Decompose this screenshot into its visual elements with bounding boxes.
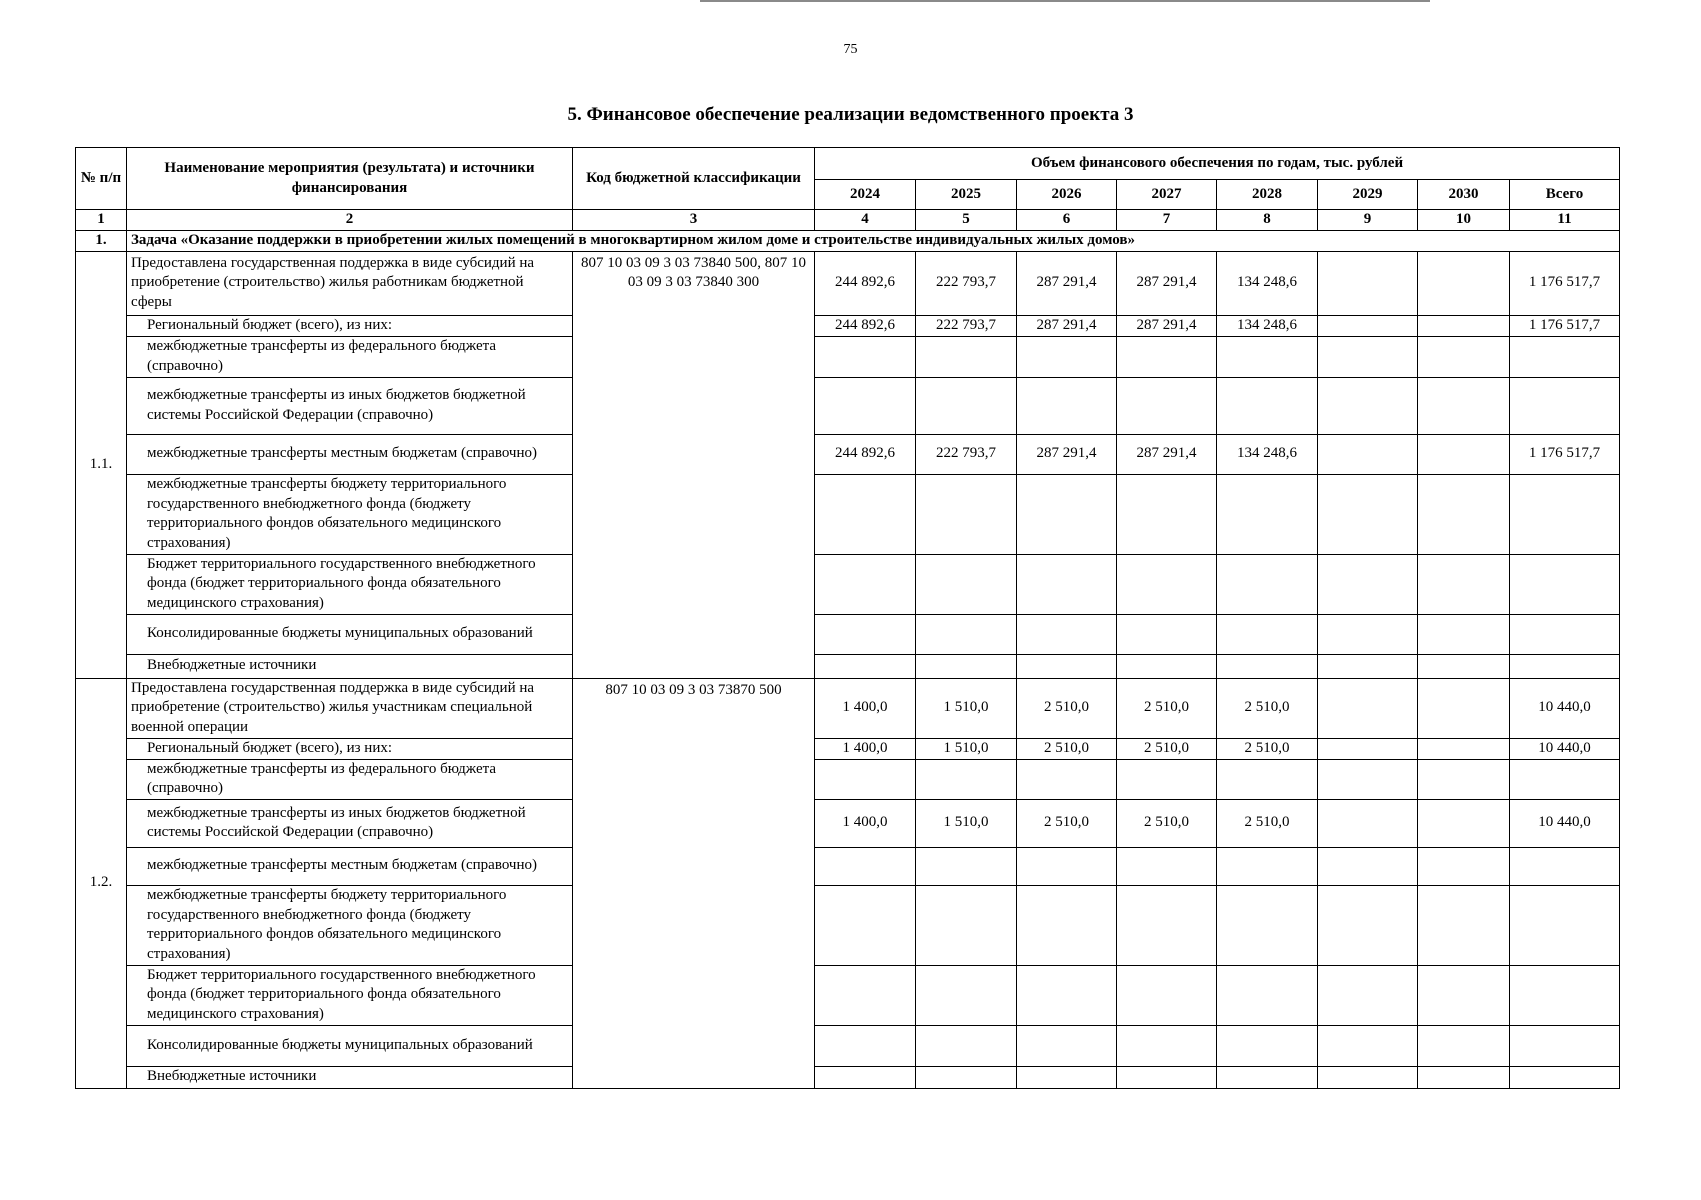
value-total — [1510, 336, 1620, 377]
source-name: межбюджетные трансферты местным бюджетам (справочно) — [127, 434, 573, 474]
header-year: 2027 — [1117, 180, 1217, 210]
value-cell — [1418, 885, 1510, 965]
value-cell — [1318, 614, 1418, 654]
value-cell — [815, 336, 916, 377]
value-cell — [1318, 885, 1418, 965]
source-name: межбюджетные трансферты из федерального бюджета (справочно) — [127, 336, 573, 377]
value-cell — [1217, 965, 1318, 1025]
column-number: 6 — [1017, 210, 1117, 231]
value-cell — [815, 614, 916, 654]
value-cell: 2 510,0 — [1117, 738, 1217, 759]
value-cell — [1017, 554, 1117, 614]
value-total — [1510, 554, 1620, 614]
header-year: 2026 — [1017, 180, 1117, 210]
value-cell — [1217, 1025, 1318, 1066]
column-number: 7 — [1117, 210, 1217, 231]
value-cell: 1 400,0 — [815, 738, 916, 759]
value-cell — [1318, 1025, 1418, 1066]
value-cell — [916, 1025, 1017, 1066]
value-cell — [1318, 251, 1418, 315]
header-name: Наименование мероприятия (результата) и источники финансирования — [127, 148, 573, 210]
value-cell: 134 248,6 — [1217, 434, 1318, 474]
column-number: 9 — [1318, 210, 1418, 231]
value-cell — [1318, 965, 1418, 1025]
value-cell: 2 510,0 — [1117, 799, 1217, 847]
item-name: Предоставлена государственная поддержка в виде субсидий на приобретение (строительство) жилья участникам специальной военной операции — [127, 678, 573, 738]
source-name: межбюджетные трансферты из федерального бюджета (справочно) — [127, 759, 573, 799]
value-cell — [1217, 336, 1318, 377]
value-cell — [815, 377, 916, 434]
value-cell: 222 793,7 — [916, 251, 1017, 315]
column-number: 5 — [916, 210, 1017, 231]
value-cell — [1418, 434, 1510, 474]
value-cell — [1418, 315, 1510, 336]
value-cell: 2 510,0 — [1017, 678, 1117, 738]
value-cell: 244 892,6 — [815, 251, 916, 315]
source-row — [76, 799, 1620, 847]
value-cell — [916, 614, 1017, 654]
value-cell — [1017, 885, 1117, 965]
task-number: 1. — [76, 230, 127, 251]
value-cell — [1217, 847, 1318, 885]
item-row — [76, 251, 1620, 315]
value-cell — [1418, 1066, 1510, 1088]
section-title: 5. Финансовое обеспечение реализации ведомственного проекта 3 — [567, 104, 1134, 125]
value-cell — [815, 759, 916, 799]
value-cell — [1418, 759, 1510, 799]
value-cell: 2 510,0 — [1017, 799, 1117, 847]
header-volume: Объем финансового обеспечения по годам, тыс. рублей — [815, 148, 1620, 180]
header-code: Код бюджетной классификации — [573, 148, 815, 210]
source-row — [76, 377, 1620, 434]
column-number: 3 — [573, 210, 815, 231]
column-number: 4 — [815, 210, 916, 231]
value-cell: 244 892,6 — [815, 315, 916, 336]
value-cell — [1017, 759, 1117, 799]
value-cell — [1217, 654, 1318, 678]
value-cell: 222 793,7 — [916, 434, 1017, 474]
value-cell — [1418, 336, 1510, 377]
header-number: № п/п — [76, 148, 127, 210]
value-total: 10 440,0 — [1510, 678, 1620, 738]
source-row — [76, 554, 1620, 614]
value-total — [1510, 614, 1620, 654]
value-cell — [1418, 377, 1510, 434]
value-cell — [1017, 377, 1117, 434]
value-cell — [1117, 336, 1217, 377]
value-cell — [1318, 678, 1418, 738]
source-row — [76, 1066, 1620, 1088]
value-cell: 287 291,4 — [1117, 315, 1217, 336]
source-row — [76, 434, 1620, 474]
source-row — [76, 759, 1620, 799]
value-cell: 287 291,4 — [1017, 315, 1117, 336]
value-cell — [1017, 474, 1117, 554]
item-number: 1.1. — [76, 251, 127, 678]
source-name: Бюджет территориального государственного внебюджетного фонда (бюджет территориального фонда обязательного медицинского страхования) — [127, 965, 573, 1025]
value-cell: 2 510,0 — [1217, 678, 1318, 738]
value-cell — [1318, 554, 1418, 614]
source-name: межбюджетные трансферты бюджету территориального государственного внебюджетного фонда (бюджету территориального фондов обязательного медицинского страхования) — [127, 885, 573, 965]
column-number: 11 — [1510, 210, 1620, 231]
value-cell — [1418, 738, 1510, 759]
value-cell: 134 248,6 — [1217, 315, 1318, 336]
item-name: Предоставлена государственная поддержка в виде субсидий на приобретение (строительство) жилья работникам бюджетной сферы — [127, 251, 573, 315]
value-cell — [1117, 885, 1217, 965]
value-cell — [1117, 1025, 1217, 1066]
value-cell — [1318, 1066, 1418, 1088]
value-total — [1510, 759, 1620, 799]
value-cell — [1217, 614, 1318, 654]
value-cell — [1318, 738, 1418, 759]
page-number: 75 — [843, 42, 858, 57]
value-cell: 287 291,4 — [1117, 434, 1217, 474]
header-year: 2024 — [815, 180, 916, 210]
value-cell — [916, 847, 1017, 885]
value-total — [1510, 885, 1620, 965]
value-cell — [1217, 885, 1318, 965]
source-row — [76, 738, 1620, 759]
value-cell: 2 510,0 — [1217, 799, 1318, 847]
source-row — [76, 336, 1620, 377]
value-cell — [1217, 759, 1318, 799]
value-cell: 2 510,0 — [1017, 738, 1117, 759]
item-code: 807 10 03 09 3 03 73870 500 — [573, 678, 815, 1088]
value-cell — [1217, 554, 1318, 614]
source-name: Внебюджетные источники — [127, 1066, 573, 1088]
source-row — [76, 654, 1620, 678]
source-row — [76, 474, 1620, 554]
value-cell — [1117, 965, 1217, 1025]
source-row — [76, 965, 1620, 1025]
value-cell: 244 892,6 — [815, 434, 916, 474]
value-cell — [1318, 654, 1418, 678]
value-cell — [1418, 654, 1510, 678]
value-total: 1 176 517,7 — [1510, 434, 1620, 474]
value-cell — [1418, 614, 1510, 654]
source-row — [76, 1025, 1620, 1066]
task-row — [76, 230, 1620, 251]
source-name: Консолидированные бюджеты муниципальных образований — [127, 614, 573, 654]
value-cell — [815, 847, 916, 885]
source-row — [76, 614, 1620, 654]
value-cell — [815, 654, 916, 678]
value-cell — [916, 885, 1017, 965]
value-cell: 1 510,0 — [916, 678, 1017, 738]
item-row — [76, 678, 1620, 738]
value-total — [1510, 474, 1620, 554]
value-cell — [1418, 965, 1510, 1025]
value-cell — [1318, 847, 1418, 885]
value-cell — [815, 554, 916, 614]
value-cell: 2 510,0 — [1217, 738, 1318, 759]
value-cell — [1318, 377, 1418, 434]
value-cell — [1017, 1025, 1117, 1066]
value-cell: 134 248,6 — [1217, 251, 1318, 315]
value-cell — [1318, 799, 1418, 847]
header-year: 2029 — [1318, 180, 1418, 210]
value-cell — [1017, 965, 1117, 1025]
source-name: межбюджетные трансферты из иных бюджетов бюджетной системы Российской Федерации (справочно) — [127, 377, 573, 434]
value-cell — [1418, 847, 1510, 885]
source-name: Региональный бюджет (всего), из них: — [127, 738, 573, 759]
header-total: Всего — [1510, 180, 1620, 210]
source-name: Внебюджетные источники — [127, 654, 573, 678]
value-cell — [1318, 434, 1418, 474]
value-cell: 287 291,4 — [1117, 251, 1217, 315]
value-cell — [815, 474, 916, 554]
source-row — [76, 885, 1620, 965]
value-cell — [916, 759, 1017, 799]
value-cell — [1017, 614, 1117, 654]
value-total — [1510, 1066, 1620, 1088]
value-cell — [1117, 614, 1217, 654]
source-name: Региональный бюджет (всего), из них: — [127, 315, 573, 336]
source-name: межбюджетные трансферты местным бюджетам (справочно) — [127, 847, 573, 885]
header-year: 2028 — [1217, 180, 1318, 210]
value-cell — [815, 1025, 916, 1066]
value-cell — [1318, 474, 1418, 554]
value-total: 1 176 517,7 — [1510, 251, 1620, 315]
column-number: 8 — [1217, 210, 1318, 231]
value-cell — [1217, 377, 1318, 434]
value-cell — [1117, 377, 1217, 434]
column-number: 1 — [76, 210, 127, 231]
value-cell — [916, 377, 1017, 434]
value-cell — [1318, 315, 1418, 336]
value-total — [1510, 654, 1620, 678]
column-number: 10 — [1418, 210, 1510, 231]
value-cell: 1 400,0 — [815, 799, 916, 847]
value-cell — [1117, 759, 1217, 799]
value-total — [1510, 965, 1620, 1025]
source-name: Бюджет территориального государственного внебюджетного фонда (бюджет территориального фонда обязательного медицинского страхования) — [127, 554, 573, 614]
value-total — [1510, 847, 1620, 885]
value-cell — [1418, 474, 1510, 554]
value-cell — [1418, 678, 1510, 738]
source-row — [76, 315, 1620, 336]
header-year: 2025 — [916, 180, 1017, 210]
value-cell — [1117, 654, 1217, 678]
value-cell — [916, 654, 1017, 678]
value-cell — [1318, 336, 1418, 377]
value-cell — [916, 965, 1017, 1025]
value-cell: 1 400,0 — [815, 678, 916, 738]
value-cell — [1318, 759, 1418, 799]
item-code: 807 10 03 09 3 03 73840 500, 807 10 03 09 3 03 73840 300 — [573, 251, 815, 678]
value-total: 10 440,0 — [1510, 799, 1620, 847]
value-cell: 287 291,4 — [1017, 251, 1117, 315]
column-number: 2 — [127, 210, 573, 231]
value-total: 10 440,0 — [1510, 738, 1620, 759]
value-cell — [916, 336, 1017, 377]
value-cell — [1017, 654, 1117, 678]
value-cell: 287 291,4 — [1017, 434, 1117, 474]
source-name: межбюджетные трансферты бюджету территориального государственного внебюджетного фонда (бюджету территориального фондов обязательного медицинского страхования) — [127, 474, 573, 554]
value-cell — [1017, 847, 1117, 885]
item-number: 1.2. — [76, 678, 127, 1088]
source-name: Консолидированные бюджеты муниципальных образований — [127, 1025, 573, 1066]
value-cell — [1017, 1066, 1117, 1088]
scan-artifact-line — [700, 0, 1430, 2]
value-cell — [1017, 336, 1117, 377]
value-cell — [916, 474, 1017, 554]
value-cell: 222 793,7 — [916, 315, 1017, 336]
value-cell — [916, 1066, 1017, 1088]
value-cell — [1117, 554, 1217, 614]
financing-table — [75, 147, 1620, 1089]
value-cell — [1418, 554, 1510, 614]
value-cell — [815, 885, 916, 965]
value-cell: 2 510,0 — [1117, 678, 1217, 738]
value-cell — [1117, 1066, 1217, 1088]
value-cell — [1418, 799, 1510, 847]
value-total — [1510, 377, 1620, 434]
value-total: 1 176 517,7 — [1510, 315, 1620, 336]
value-cell — [1217, 1066, 1318, 1088]
value-cell — [1117, 474, 1217, 554]
value-cell — [815, 965, 916, 1025]
header-year: 2030 — [1418, 180, 1510, 210]
value-cell: 1 510,0 — [916, 799, 1017, 847]
value-cell — [1117, 847, 1217, 885]
value-cell — [815, 1066, 916, 1088]
task-text: Задача «Оказание поддержки в приобретении жилых помещений в многоквартирном жилом доме и строительстве индивидуальных жилых домов» — [127, 230, 1620, 251]
value-cell — [1418, 251, 1510, 315]
value-cell: 1 510,0 — [916, 738, 1017, 759]
value-cell — [1217, 474, 1318, 554]
value-cell — [916, 554, 1017, 614]
value-total — [1510, 1025, 1620, 1066]
source-name: межбюджетные трансферты из иных бюджетов бюджетной системы Российской Федерации (справочно) — [127, 799, 573, 847]
value-cell — [1418, 1025, 1510, 1066]
source-row — [76, 847, 1620, 885]
